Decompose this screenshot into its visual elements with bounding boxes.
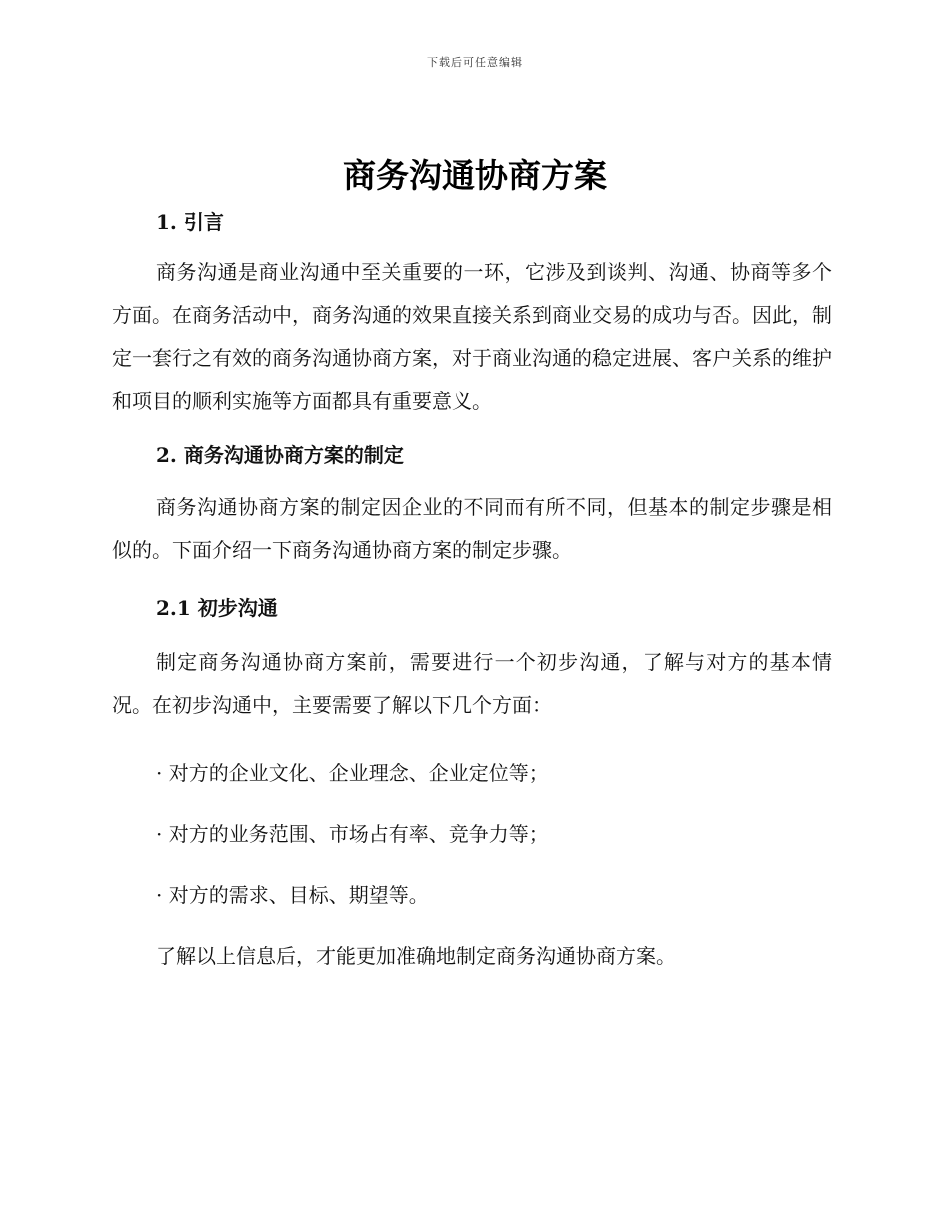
list-item: · 对方的企业文化、企业理念、企业定位等； bbox=[156, 761, 549, 785]
closing-paragraph: 了解以上信息后，才能更加准确地制定商务沟通协商方案。 bbox=[156, 944, 676, 968]
document-body bbox=[112, 200, 832, 969]
paragraph-intro: 商务沟通是商业沟通中至关重要的一环，它涉及到谈判、沟通、协商等多个方面。在商务活动中，商务沟通的效果直接关系到商业交易的成功与否。因此，制定一套行之有效的商务沟通协商方案，对于商业沟通的稳定进展、客户关系的维护和项目的顺利实施等方面都具有重要意义。 bbox=[112, 260, 832, 413]
list-item: · 对方的需求、目标、期望等。 bbox=[156, 883, 429, 907]
paragraph-plan: 商务沟通协商方案的制定因企业的不同而有所不同，但基本的制定步骤是相似的。下面介绍一下商务沟通协商方案的制定步骤。 bbox=[112, 495, 832, 562]
document-title: 商务沟通协商方案 bbox=[343, 156, 607, 195]
section-heading-intro: 1. 引言 bbox=[156, 210, 224, 234]
header-note: 下载后可任意编辑 bbox=[427, 56, 523, 69]
list-item: · 对方的业务范围、市场占有率、竞争力等； bbox=[156, 822, 549, 846]
section-heading-initial: 2.1 初步沟通 bbox=[156, 596, 278, 620]
paragraph-initial: 制定商务沟通协商方案前，需要进行一个初步沟通，了解与对方的基本情况。在初步沟通中，主要需要了解以下几个方面： bbox=[112, 650, 832, 717]
section-heading-plan: 2. 商务沟通协商方案的制定 bbox=[156, 443, 404, 467]
